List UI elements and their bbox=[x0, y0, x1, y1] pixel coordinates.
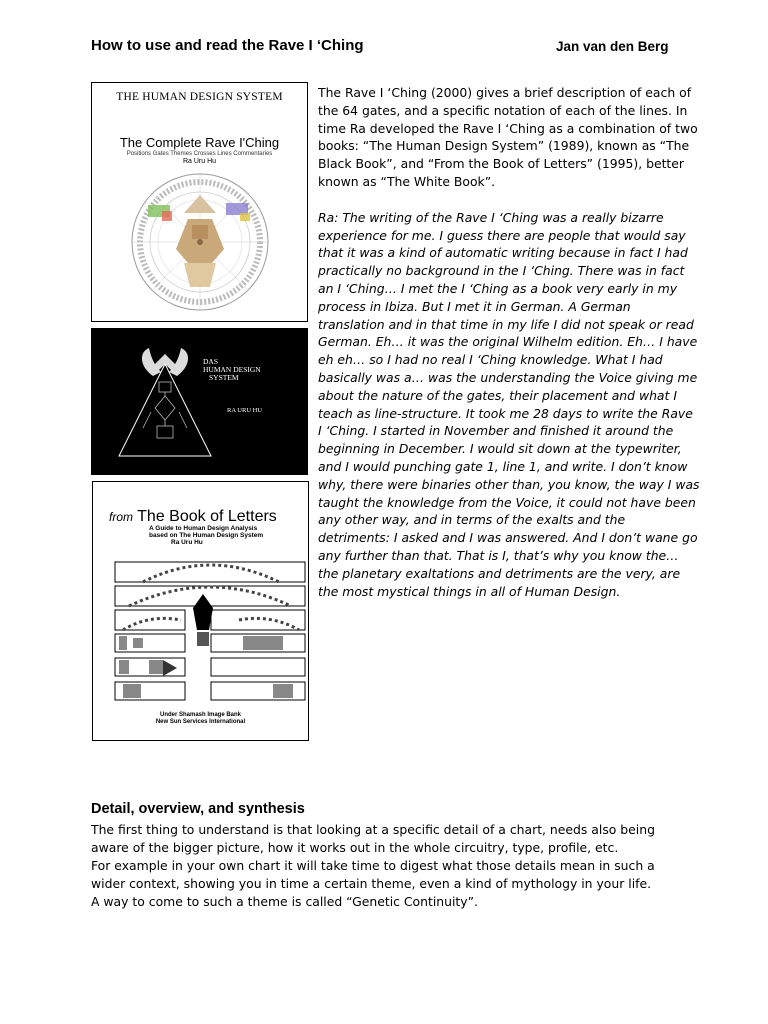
cover3-subtitle bbox=[149, 525, 263, 546]
cover2-author: RA URU HU bbox=[227, 407, 263, 414]
cover3-book-title: The Book of Letters bbox=[137, 508, 277, 525]
page-title: How to use and read the Rave I ‘Ching bbox=[91, 37, 364, 54]
body-text-column bbox=[318, 84, 700, 600]
cover2-title-line: SYSTEM bbox=[209, 373, 239, 382]
cover3-from: from bbox=[109, 510, 133, 524]
cover3-subtitle-line: based on The Human Design System bbox=[149, 532, 264, 539]
cover1-system-title: THE HUMAN DESIGN SYSTEM bbox=[116, 91, 283, 103]
cover3-publisher bbox=[93, 712, 308, 726]
section-paragraph: The first thing to understand is that looking at a specific detail of a chart, needs also being aware of the bigger picture, how it works out in the whole circuitry, type, profile, etc. bbox=[91, 822, 655, 855]
cover1-subtitle: Positions Gates Themes Crosses Lines Commentaries bbox=[126, 151, 273, 157]
cover2-title-line: HUMAN DESIGN bbox=[203, 365, 261, 374]
cover2-title-line: DAS bbox=[203, 357, 219, 366]
cover1-author: Ra Uru Hu bbox=[182, 158, 217, 165]
cover-das-human-design-system bbox=[91, 328, 308, 475]
author-name: Jan van den Berg bbox=[556, 39, 669, 54]
intro-paragraph: The Rave I ‘Ching (2000) gives a brief description of each of the 64 gates, and a specific notation of each of the lines. In time Ra developed the Rave I ‘Ching as a combination of two books: “The Human Design System” (1989), known as “The Black Book”, and “From the Book of Letters” (1995), better known as “The White Book”. bbox=[318, 85, 698, 189]
cover1-book-title: The Complete Rave I'Ching bbox=[119, 135, 280, 150]
section-paragraph: For example in your own chart it will take time to digest what those details mean in such a wider context, showing you in time a certain theme, even a kind of mythology in your life. bbox=[91, 858, 655, 891]
section-body bbox=[91, 821, 691, 911]
mandala-wheel-illustration bbox=[92, 167, 308, 322]
cover3-title bbox=[109, 508, 277, 526]
cover3-subtitle-line: A Guide to Human Design Analysis bbox=[149, 525, 258, 532]
cover2-title bbox=[203, 358, 261, 382]
cover-book-of-letters bbox=[92, 481, 309, 741]
triangle-bodygraph-illustration bbox=[91, 328, 308, 475]
cover3-subtitle-line: Ra Uru Hu bbox=[171, 539, 203, 546]
cover3-publisher-line: Under Shamash Image Bank bbox=[159, 712, 242, 718]
section-paragraph: A way to come to such a theme is called “Genetic Continuity”. bbox=[91, 894, 478, 909]
ra-quote-paragraph: Ra: The writing of the Rave I ‘Ching was a really bizarre experience for me. I guess there are people that would say that it was a kind of automatic writing because in fact I had practically no background in the I ‘Ching. There was in fact an I ‘Ching… I met the I ‘Ching as a book very early in my process in Ibiza. But I met it in German. A German translation and in that time in my life I did not speak or read German. Eh… it was the original Wilhelm edition. Eh… I have eh eh… so I had no real I ‘Ching knowledge. What I had basically was a… was the understanding the Voice giving me about the nature of the gates, their placement and what I teach as line-structure. It took me 28 days to write the Rave I ‘Ching. I started in November and finished it around the beginning in December. I would sit down at the typewriter, and I would punching gate 1, line 1, and write. I don’t know why, there were binaries other than, you know, the way I was taught the knowledge from the Voice, it could not have been any other way, and in terms of the exalts and the detriments: I asked and I was answered. And I don’t wane go any further than that. That is I, that’s why you know the… the planetary exaltations and detriments are the very, are the most mystical things in all of Human Design. bbox=[318, 209, 700, 599]
section-heading: Detail, overview, and synthesis bbox=[91, 801, 305, 817]
cover3-publisher-line: New Sun Services International bbox=[155, 719, 246, 725]
cover-complete-rave-iching bbox=[91, 82, 308, 322]
book-of-letters-diagram bbox=[93, 560, 309, 730]
